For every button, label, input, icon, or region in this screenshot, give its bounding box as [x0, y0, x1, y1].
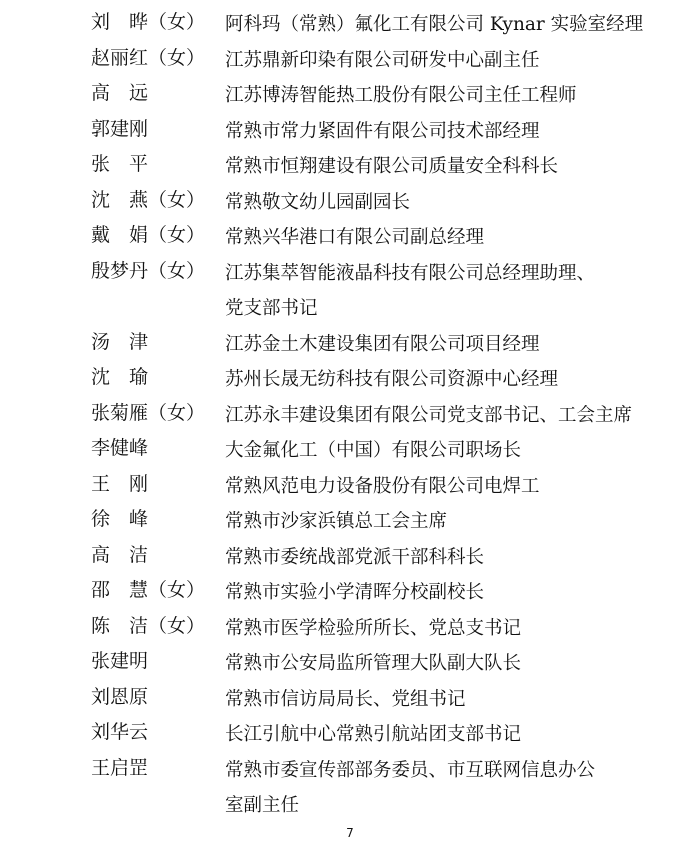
- person-name: 徐 峰: [91, 508, 149, 530]
- person-position: [225, 43, 625, 79]
- person-position: [225, 149, 625, 185]
- person-name: 王启罡: [91, 756, 149, 779]
- person-position: [225, 220, 625, 256]
- position-line: 常熟敬文幼儿园副园长: [225, 191, 411, 213]
- person-name: 沈 燕（女）: [91, 188, 206, 211]
- position-line: 室副主任: [225, 795, 300, 816]
- person-position: [225, 114, 625, 150]
- position-line: 阿科玛（常熟）氟化工有限公司 Kynar 实验室经理: [225, 14, 644, 35]
- person-name: 高 远: [91, 82, 149, 104]
- position-line: 常熟市实验小学清晖分校副校长: [225, 582, 485, 603]
- position-line: 常熟市常力紧固件有限公司技术部经理: [225, 120, 540, 142]
- person-position: [225, 575, 625, 611]
- person-name: 刘 晔（女）: [91, 11, 206, 33]
- position-line: 江苏集萃智能液晶科技有限公司总经理助理、: [225, 262, 596, 284]
- position-line: 江苏永丰建设集团有限公司党支部书记、工会主席: [225, 404, 633, 426]
- person-name: 张 平: [91, 153, 149, 175]
- person-name: 沈 瑜: [91, 366, 149, 388]
- person-position: [225, 78, 625, 114]
- position-line: 长江引航中心常熟引航站团支部书记: [225, 724, 522, 745]
- person-name: 张建明: [91, 650, 149, 672]
- person-position: [225, 646, 625, 682]
- page-number: 7: [346, 826, 354, 840]
- person-name: 殷梦丹（女）: [91, 259, 206, 282]
- person-position: [225, 185, 625, 221]
- person-name: 高 洁: [91, 543, 149, 566]
- person-name: 郭建刚: [91, 117, 149, 140]
- position-line: 常熟市委统战部党派干部科科长: [225, 546, 485, 568]
- person-position: [225, 611, 625, 647]
- person-position: [225, 433, 625, 469]
- person-position: [225, 717, 625, 753]
- position-line: 党支部书记: [225, 298, 318, 319]
- person-name: 李健峰: [91, 437, 149, 459]
- person-name: 汤 津: [91, 330, 149, 353]
- person-name: 戴 娟（女）: [91, 224, 206, 246]
- person-name: 赵丽红（女）: [91, 46, 206, 69]
- person-position: [225, 7, 644, 43]
- position-line: 常熟市公安局监所管理大队副大队长: [225, 653, 522, 674]
- person-position: [225, 504, 625, 540]
- position-line: 苏州长晟无纺科技有限公司资源中心经理: [225, 369, 559, 390]
- person-position: [225, 540, 625, 576]
- position-line: 常熟兴华港口有限公司副总经理: [225, 227, 485, 248]
- position-line: 常熟市沙家浜镇总工会主席: [225, 511, 448, 532]
- position-line: 江苏鼎新印染有限公司研发中心副主任: [225, 49, 540, 71]
- person-name: 邵 慧（女）: [91, 579, 206, 601]
- person-name: 刘华云: [91, 721, 149, 743]
- person-name: 刘恩原: [91, 685, 149, 708]
- person-position: [225, 398, 633, 434]
- position-line: 常熟市委宣传部部务委员、市互联网信息办公: [225, 759, 596, 781]
- person-name: 陈 洁（女）: [91, 614, 206, 637]
- position-line: 常熟风范电力设备股份有限公司电焊工: [225, 475, 540, 497]
- position-line: 江苏博涛智能热工股份有限公司主任工程师: [225, 85, 577, 106]
- person-name: 张菊雁（女）: [91, 401, 206, 424]
- position-line: 常熟市医学检验所所长、党总支书记: [225, 617, 522, 639]
- position-line: 江苏金土木建设集团有限公司项目经理: [225, 333, 540, 355]
- person-position: [225, 682, 625, 718]
- person-position: [225, 256, 625, 327]
- position-line: 大金氟化工（中国）有限公司职场长: [225, 440, 522, 461]
- person-name: 王 刚: [91, 472, 149, 495]
- position-line: 常熟市恒翔建设有限公司质量安全科科长: [225, 156, 559, 177]
- person-position: [225, 469, 625, 505]
- position-line: 常熟市信访局局长、党组书记: [225, 688, 466, 710]
- person-position: [225, 327, 625, 363]
- person-position: [225, 362, 625, 398]
- person-position: [225, 753, 625, 824]
